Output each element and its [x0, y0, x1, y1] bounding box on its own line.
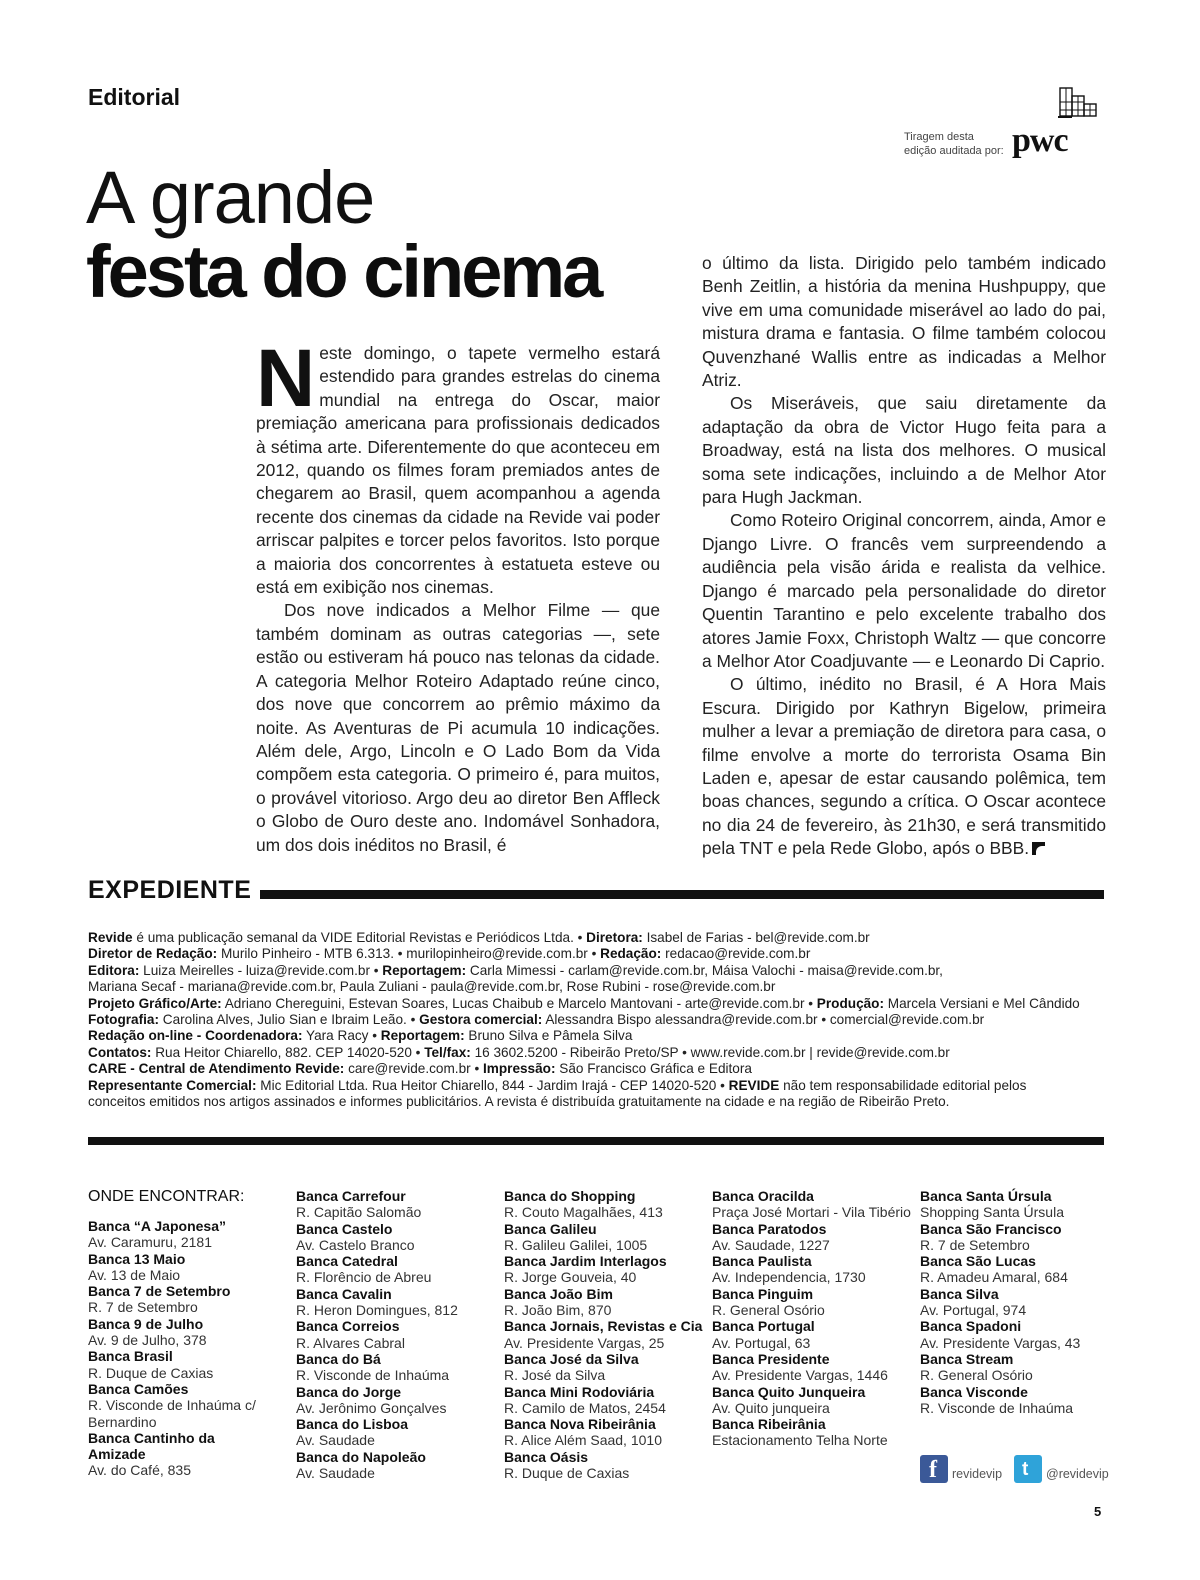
expediente-rule: [260, 890, 1104, 899]
finder-heading: ONDE ENCONTRAR:: [88, 1188, 245, 1205]
expediente-text: care@revide.com.br •: [344, 1061, 483, 1077]
newsstand-name: Banca Stream: [920, 1350, 1014, 1367]
expediente-label: REVIDE: [728, 1077, 780, 1093]
expediente-label: Contatos:: [88, 1044, 152, 1060]
newsstand-name: Banca Jornais, Revistas e Cia: [504, 1318, 703, 1335]
newsstand-entry: [88, 1251, 273, 1284]
newsstand-name: Banca “A Japonesa”: [88, 1218, 226, 1234]
newsstand-address: R. 7 de Setembro: [920, 1236, 1030, 1253]
expediente-text: Yara Racy •: [302, 1028, 381, 1044]
expediente-text: Marcela Versiani e Mel Cândido: [884, 995, 1080, 1011]
newsstand-name: Banca Visconde: [920, 1383, 1028, 1400]
expediente-label: Produção:: [816, 995, 885, 1011]
newsstand-name: Banca Cavalin: [296, 1285, 392, 1302]
newsstand-address: Av. Presidente Vargas, 43: [920, 1334, 1081, 1351]
newsstand-entry: [712, 1188, 912, 1221]
newsstand-address: R. Galileu Galilei, 1005: [504, 1236, 648, 1253]
newsstand-address: Av. Saudade: [296, 1432, 375, 1449]
paragraph-text: este domingo, o tapete vermelho estará estendido para grandes estrelas do cinema mundial na entrega do Oscar, maior premiação americana para profissionais dedicados à sétima arte. Diferentemente do que aconteceu em 2012, quando os filmes foram premiados antes de chegarem ao Brasil, quem acompanhou a agenda recente dos cinemas da cidade na Revide vai poder arriscar palpites e torcer pelos favoritos. Isto porque a maioria dos concorrentes à estatueta esteve ou está em exibição nos cinemas.: [256, 343, 660, 598]
newsstand-address: R. General Osório: [920, 1367, 1033, 1384]
expediente-text: 16 3602.5200 - Ribeirão Preto/SP • www.revide.com.br | revide@revide.com.br: [470, 1044, 950, 1060]
newsstand-name: Banca Ribeirânia: [712, 1416, 826, 1433]
newsstand-entry: [504, 1416, 704, 1449]
newsstand-entry: [712, 1286, 912, 1319]
newsstand-entry: [712, 1384, 912, 1417]
newsstand-address: R. General Osório: [712, 1302, 825, 1319]
newsstand-address: Av. Jerônimo Gonçalves: [296, 1399, 447, 1416]
newsstand-name: Banca do Shopping: [504, 1188, 636, 1204]
newsstand-address: Av. Saudade, 1227: [712, 1236, 830, 1253]
expediente-label: Gestora comercial:: [419, 1012, 543, 1028]
newsstand-entry: [296, 1384, 496, 1417]
newsstand-entry: [712, 1351, 912, 1384]
twitter-handle: @revidevip: [1046, 1467, 1109, 1481]
newsstand-entry: [920, 1253, 1120, 1286]
expediente-line: [88, 963, 1108, 979]
twitter-icon: t: [1014, 1455, 1042, 1483]
expediente-line: [88, 1061, 1108, 1077]
dropcap: N: [256, 333, 316, 424]
newsstand-address: R. João Bim, 870: [504, 1302, 612, 1319]
expediente-title: EXPEDIENTE: [88, 876, 252, 904]
expediente-text: Rua Heitor Chiarello, 882. CEP 14020-520 •: [151, 1044, 425, 1060]
expediente-line: [88, 1012, 1108, 1028]
newsstand-entry: [88, 1381, 273, 1430]
newsstand-name: Banca 9 de Julho: [88, 1315, 204, 1332]
newsstand-name: Banca 13 Maio: [88, 1250, 186, 1267]
newsstand-address: R. Visconde de Inhaúma: [296, 1367, 450, 1384]
newsstand-address: R. Capitão Salomão: [296, 1204, 422, 1221]
expediente-text: São Francisco Gráfica e Editora: [555, 1061, 752, 1077]
article-paragraph: [256, 333, 660, 599]
expediente-label: Diretora:: [586, 930, 643, 945]
expediente-text: Carolina Alves, Julio Sian e Ibraim Leão. •: [158, 1012, 420, 1028]
newsstand-name: Banca 7 de Setembro: [88, 1283, 231, 1300]
newsstand-entry: [504, 1351, 704, 1384]
page-number: 5: [1094, 1504, 1102, 1519]
finder-column: [88, 1218, 273, 1479]
expediente-line: [88, 946, 1108, 962]
newsstand-address: Av. Saudade: [296, 1465, 375, 1482]
newsstand-name: Banca Santa Úrsula: [920, 1188, 1052, 1204]
expediente-label: Tel/fax:: [424, 1044, 471, 1060]
expediente-label: Impressão:: [482, 1061, 556, 1077]
newsstand-address: R. Visconde de Inhaúma: [920, 1399, 1074, 1416]
newsstand-address: R. Amadeu Amaral, 684: [920, 1269, 1068, 1286]
newsstand-entry: [712, 1253, 912, 1286]
expediente-text: Bruno Silva e Pâmela Silva: [464, 1028, 633, 1044]
newsstand-name: Banca Presidente: [712, 1350, 830, 1367]
newsstand-name: Banca João Bim: [504, 1285, 613, 1302]
newsstand-name: Banca Brasil: [88, 1348, 173, 1365]
newsstand-entry: [920, 1188, 1120, 1221]
headline-line-1: A grande: [86, 156, 375, 239]
newsstand-name: Banca Oracilda: [712, 1188, 814, 1204]
newsstand-address: Av. Independencia, 1730: [712, 1269, 866, 1286]
newsstand-entry: [712, 1416, 912, 1449]
expediente-label: Reportagem:: [382, 962, 467, 978]
newsstand-address: R. Alice Além Saad, 1010: [504, 1432, 662, 1449]
newsstand-entry: [504, 1384, 704, 1417]
section-divider: [88, 1137, 1104, 1145]
expediente-label: Diretor de Redação:: [88, 946, 218, 962]
expediente-label: CARE - Central de Atendimento Revide:: [88, 1061, 345, 1077]
expediente-line: [88, 1045, 1108, 1061]
headline-line-2: festa do cinema: [86, 230, 601, 313]
newsstand-entry: [920, 1318, 1120, 1351]
article-headline: [86, 158, 600, 312]
newsstand-entry: [296, 1253, 496, 1286]
newsstand-name: Banca Silva: [920, 1285, 999, 1302]
newsstand-name: Banca Portugal: [712, 1318, 815, 1335]
article-paragraph: Dos nove indicados a Melhor Filme — que também dominam as outras categorias —, sete estão ou estiveram há pouco nas telonas da cidade. A categoria Melhor Roteiro Adaptado reúne cinco, dos nove que concorrem ao prêmio máximo da noite. As Aventuras de Pi acumula 10 indicações. Além dele, Argo, Lincoln e O Lado Bom da Vida compõem esta categoria. O primeiro é, para muitos, o provável vitorioso. Argo deu ao diretor Ben Affleck o Globo de Ouro deste ano. Indomável Sonhadora, um dos dois inéditos no Brasil, é: [256, 600, 660, 855]
expediente-line: [88, 1028, 1108, 1044]
newsstand-entry: [296, 1318, 496, 1351]
newsstand-name: Banca São Francisco: [920, 1220, 1062, 1237]
newsstand-address: R. 7 de Setembro: [88, 1299, 198, 1316]
expediente-credits: [88, 930, 1108, 1110]
expediente-label: Representante Comercial:: [88, 1077, 257, 1093]
pwc-logo-wordmark: pwc: [1012, 122, 1068, 159]
newsstand-entry: [504, 1286, 704, 1319]
newsstand-address: Estacionamento Telha Norte: [712, 1432, 888, 1449]
newsstand-entry: [920, 1286, 1120, 1319]
newsstand-name: Banca Correios: [296, 1318, 400, 1335]
newsstand-address: R. Duque de Caxias: [88, 1364, 214, 1381]
newsstand-name: Banca Cantinho da Amizade: [88, 1429, 215, 1463]
newsstand-address: Shopping Santa Úrsula: [920, 1204, 1064, 1221]
newsstand-address: Praça José Mortari - Vila Tibério: [712, 1204, 911, 1221]
expediente-text: Mic Editorial Ltda. Rua Heitor Chiarello, 844 - Jardim Irajá - CEP 14020-520 •: [256, 1077, 729, 1093]
audit-caption-line-2: edição auditada por:: [904, 145, 1004, 157]
newsstand-entry: [88, 1316, 273, 1349]
newsstand-entry: [296, 1188, 496, 1221]
newsstand-address: R. Visconde de Inhaúma c/ Bernardino: [88, 1397, 256, 1430]
expediente-label: Projeto Gráfico/Arte:: [88, 995, 222, 1011]
expediente-text: não tem responsabilidade editorial pelos: [779, 1077, 1027, 1093]
section-label: Editorial: [88, 84, 181, 110]
expediente-text: Adriano Chereguini, Estevan Soares, Lucas Chaibub e Marcelo Mantovani - arte@revide.com.br •: [221, 995, 817, 1011]
newsstand-entry: [504, 1188, 704, 1221]
newsstand-entry: [296, 1286, 496, 1319]
newsstand-name: Banca Paratodos: [712, 1220, 827, 1237]
newsstand-name: Banca Nova Ribeirânia: [504, 1416, 656, 1433]
newsstand-name: Banca Castelo: [296, 1220, 393, 1237]
end-of-article-icon: [1032, 842, 1045, 855]
newsstand-entry: [296, 1221, 496, 1254]
newsstand-address: Av. Castelo Branco: [296, 1236, 415, 1253]
newsstand-entry: [504, 1253, 704, 1286]
newsstand-entry: [504, 1221, 704, 1254]
newsstand-entry: [920, 1351, 1120, 1384]
expediente-line: [88, 1094, 1108, 1110]
newsstand-name: Banca Paulista: [712, 1253, 812, 1270]
newsstand-entry: [296, 1416, 496, 1449]
expediente-label: Redação on-line - Coordenadora:: [88, 1028, 303, 1044]
expediente-label: Fotografia:: [88, 1012, 159, 1028]
article-column-left: [256, 333, 660, 857]
newsstand-name: Banca Spadoni: [920, 1318, 1022, 1335]
newsstand-address: R. Heron Domingues, 812: [296, 1302, 458, 1319]
newsstand-address: Av. Caramuru, 2181: [88, 1234, 212, 1251]
article-paragraph: [702, 673, 1106, 860]
newsstand-entry: [712, 1221, 912, 1254]
expediente-label: Editora:: [88, 962, 140, 978]
newsstand-name: Banca do Lisboa: [296, 1416, 409, 1433]
newsstand-address: Av. Presidente Vargas, 25: [504, 1334, 665, 1351]
newsstand-name: Banca Mini Rodoviária: [504, 1383, 655, 1400]
newsstand-name: Banca do Napoleão: [296, 1448, 426, 1465]
newsstand-entry: [88, 1283, 273, 1316]
newsstand-entry: [920, 1221, 1120, 1254]
newsstand-name: Banca Pinguim: [712, 1285, 814, 1302]
expediente-label: Redação:: [600, 946, 662, 962]
finder-column: [296, 1188, 496, 1481]
expediente-text: Carla Mimessi - carlam@revide.com.br, Máisa Valochi - maisa@revide.com.br,: [466, 962, 943, 978]
newsstand-address: R. José da Silva: [504, 1367, 606, 1384]
newsstand-name: Banca José da Silva: [504, 1350, 639, 1367]
audit-caption-line-1: Tiragem desta: [904, 131, 974, 143]
expediente-label: Revide: [88, 930, 133, 945]
finder-column: [712, 1188, 912, 1449]
expediente-text: é uma publicação semanal da VIDE Editorial Revistas e Periódicos Ltda. •: [132, 930, 587, 945]
newsstand-name: Banca Camões: [88, 1380, 189, 1397]
expediente-line: [88, 1078, 1108, 1094]
article-paragraph: Os Miseráveis, que saiu diretamente da adaptação da obra de Victor Hugo feita para a Broadway, está na lista dos melhores. O musical soma sete indicações, incluindo a de Melhor Ator para Hugh Jackman.: [702, 393, 1106, 508]
newsstand-address: Av. do Café, 835: [88, 1462, 191, 1479]
newsstand-address: R. Duque de Caxias: [504, 1465, 630, 1482]
finder-column: [920, 1188, 1120, 1416]
newsstand-address: R. Florêncio de Abreu: [296, 1269, 432, 1286]
newsstand-name: Banca São Lucas: [920, 1253, 1036, 1270]
newsstand-entry: [88, 1430, 273, 1479]
newsstand-entry: [504, 1449, 704, 1482]
newsstand-address: Av. Presidente Vargas, 1446: [712, 1367, 888, 1384]
newsstand-address: R. Couto Magalhães, 413: [504, 1204, 663, 1221]
pwc-logo-mark-icon: [1058, 84, 1108, 118]
expediente-text: redacao@revide.com.br: [661, 946, 811, 962]
newsstand-address: R. Camilo de Matos, 2454: [504, 1399, 666, 1416]
newsstand-address: R. Alvares Cabral: [296, 1334, 405, 1351]
newsstand-name: Banca do Bá: [296, 1350, 381, 1367]
newsstand-address: R. Jorge Gouveia, 40: [504, 1269, 637, 1286]
finder-column: [504, 1188, 704, 1481]
newsstand-name: Banca do Jorge: [296, 1383, 402, 1400]
facebook-handle: revidevip: [952, 1467, 1003, 1481]
paragraph-text: O último, inédito no Brasil, é A Hora Mais Escura. Dirigido por Kathryn Bigelow, primeira mulher a levar a premiação de diretora para casa, o filme envolve a morte do terrorista Osama Bin Laden e, apesar de estar causando polêmica, tem boas chances, segundo a crítica. O Oscar acontece no dia 24 de fevereiro, às 21h30, e será transmitido pela TNT e pela Rede Globo, após o BBB.: [702, 674, 1106, 859]
newsstand-name: Banca Catedral: [296, 1253, 398, 1270]
newsstand-address: Av. 9 de Julho, 378: [88, 1332, 207, 1349]
article-column-right: [702, 252, 1106, 861]
newsstand-entry: [920, 1384, 1120, 1417]
newsstand-entry: [296, 1351, 496, 1384]
newsstand-address: Av. 13 de Maio: [88, 1266, 181, 1283]
newsstand-entry: [88, 1348, 273, 1381]
newsstand-entry: [712, 1318, 912, 1351]
newsstand-address: Av. Quito junqueira: [712, 1399, 830, 1416]
facebook-icon: f: [920, 1455, 948, 1483]
audit-badge: [890, 84, 1110, 164]
expediente-line: [88, 979, 1108, 995]
expediente-text: Alessandra Bispo alessandra@revide.com.br • comercial@revide.com.br: [542, 1012, 985, 1028]
expediente-text: Mariana Secaf - mariana@revide.com.br, Paula Zuliani - paula@revide.com.br, Rose Rubini - rose@revide.com.br: [88, 979, 776, 995]
newsstand-entry: [296, 1449, 496, 1482]
expediente-text: conceitos emitidos nos artigos assinados e informes publicitários. A revista é distribuída gratuitamente na cidade e na região de Ribeirão Preto.: [88, 1094, 950, 1110]
expediente-line: [88, 930, 1108, 946]
newsstand-name: Banca Carrefour: [296, 1188, 406, 1204]
newsstand-name: Banca Quito Junqueira: [712, 1383, 866, 1400]
article-paragraph: Como Roteiro Original concorrem, ainda, Amor e Django Livre. O francês vem surpreendendo a audiência pela visão árida e realista da velhice. Django é marcado pela personalidade do diretor Quentin Tarantino e pelo excelente trabalho dos atores Jamie Foxx, Christoph Waltz — que concorre a Melhor Ator Coadjuvante — e Leonardo Di Caprio.: [702, 510, 1106, 671]
expediente-label: Reportagem:: [380, 1028, 465, 1044]
newsstand-address: Av. Portugal, 974: [920, 1302, 1027, 1319]
audit-caption: [904, 130, 1014, 158]
expediente-text: Murilo Pinheiro - MTB 6.313. • murilopinheiro@revide.com.br •: [217, 946, 601, 962]
expediente-text: Isabel de Farias - bel@revide.com.br: [642, 930, 870, 945]
expediente-line: [88, 996, 1108, 1012]
newsstand-address: Av. Portugal, 63: [712, 1334, 811, 1351]
expediente-text: Luiza Meirelles - luiza@revide.com.br •: [139, 962, 383, 978]
newsstand-entry: [88, 1218, 273, 1251]
newsstand-name: Banca Galileu: [504, 1220, 597, 1237]
newsstand-entry: [504, 1318, 704, 1351]
newsstand-name: Banca Oásis: [504, 1448, 589, 1465]
article-paragraph: o último da lista. Dirigido pelo também indicado Benh Zeitlin, a história da menina Hushpuppy, que vive em uma comunidade miserável ao lado do pai, mistura drama e fantasia. O filme também colocou Quvenzhané Wallis entre as indicadas a Melhor Atriz.: [702, 253, 1106, 391]
newsstand-name: Banca Jardim Interlagos: [504, 1253, 667, 1270]
